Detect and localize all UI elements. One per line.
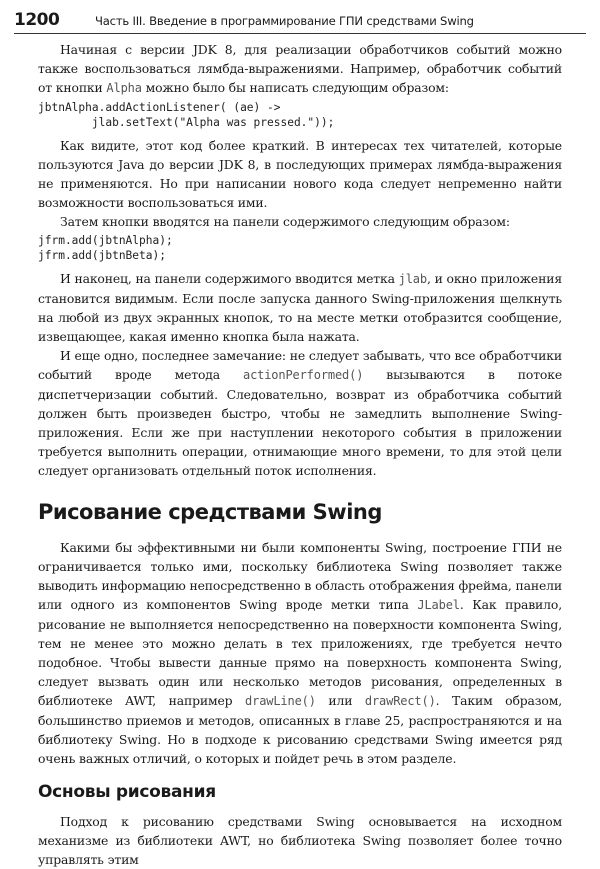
section-heading: Рисование средствами Swing xyxy=(38,500,382,524)
paragraph-event-thread xyxy=(38,346,562,480)
text: И еще одно, последнее замечание: не следует забывать, что все обработчики событий вроде метода xyxy=(38,348,562,382)
page-number: 1200 xyxy=(14,10,60,30)
inline-code: actionPerformed() xyxy=(243,368,364,382)
paragraph-lambda-note: Как видите, этот код более краткий. В интересах тех читателей, которые пользуются Java до версии JDK 8, в последующих примерах лямбда-выражения не применяются. Но при написании нового кода следует непременно найти возможности воспользоваться ими. xyxy=(38,138,562,210)
page-header xyxy=(14,10,588,32)
inline-code: drawLine() xyxy=(245,694,316,708)
subsection-heading: Основы рисования xyxy=(38,782,216,802)
paragraph-label xyxy=(38,269,562,346)
inline-code: drawRect() xyxy=(364,694,436,708)
text: вызываются в потоке диспетчеризации событий. Следовательно, возврат из обработчика событий должен быть произведен быстро, чтобы не замедлить выполнение Swing-приложения. Если же при наступлении некоторого события в приложении требуется выполнить операции, отнимающие много времени, то для этой цели следует организовать отдельный поток исполнения. xyxy=(38,367,563,478)
text: Какими бы эффективными ни были компоненты Swing, построение ГПИ не ограничивается только ими, поскольку библиотека Swing позволяет также выводить информацию непосредственно в область отображения фрейма, панели или одного из компонентов Swing вроде метки типа xyxy=(38,540,562,612)
text: , и окно приложения становится видимым. Если после запуска данного Swing-приложения щелкнуть на любой из двух экранных кнопок, то на месте метки отобразится сообщение, извещающее, какая именно кнопка была нажата. xyxy=(38,271,563,344)
inline-code: jlab xyxy=(398,272,427,286)
page-body xyxy=(38,40,562,869)
running-title: Часть III. Введение в программирование ГПИ средствами Swing xyxy=(95,14,474,28)
text: Начиная с версии JDK 8, для реализации обработчиков событий можно также воспользоваться лямбда-выражениями. Например, обработчик событий от кнопки xyxy=(38,42,562,95)
inline-code: Alpha xyxy=(106,81,142,95)
text: можно было бы написать следующим образом: xyxy=(141,80,449,95)
code-listing-lambda: jbtnAlpha.addActionListener( (ae) -> jlab.setText("Alpha was pressed.")); xyxy=(38,101,335,129)
inline-code: JLabel xyxy=(417,598,460,612)
text: . Таким образом, большинство приемов и методов, описанных в главе 25, распространяются и на библиотеку Swing. Но в подходе к рисованию средствами Swing имеется ряд очень важных отличий, о которых и пойдет речь в этом разделе. xyxy=(38,693,562,766)
code-listing-add: jfrm.add(jbtnAlpha); jfrm.add(jbtnBeta); xyxy=(38,234,173,262)
paragraph-add-buttons: Затем кнопки вводятся на панели содержимого следующим образом: xyxy=(60,214,510,229)
paragraph-painting xyxy=(38,538,562,768)
header-divider xyxy=(14,33,586,34)
paragraph-lambda-intro xyxy=(38,40,562,98)
paragraph-painting-basics: Подход к рисованию средствами Swing основывается на исходном механизме из библиотеки AWT, но библиотека Swing позволяет более точно управлять этим xyxy=(38,814,562,867)
text: . Как правило, рисование не выполняется непосредственно на поверхности компонента Swing, тем не менее это можно делать в тех приложениях, где требуется нечто подобное. Чтобы вывести данные прямо на поверхность компонента Swing, следует вызвать один или несколько методов рисования, определенных в библиотеке AWT, например xyxy=(38,597,562,708)
text: И наконец, на панели содержимого вводится метка xyxy=(60,271,399,286)
text: или xyxy=(315,693,365,708)
